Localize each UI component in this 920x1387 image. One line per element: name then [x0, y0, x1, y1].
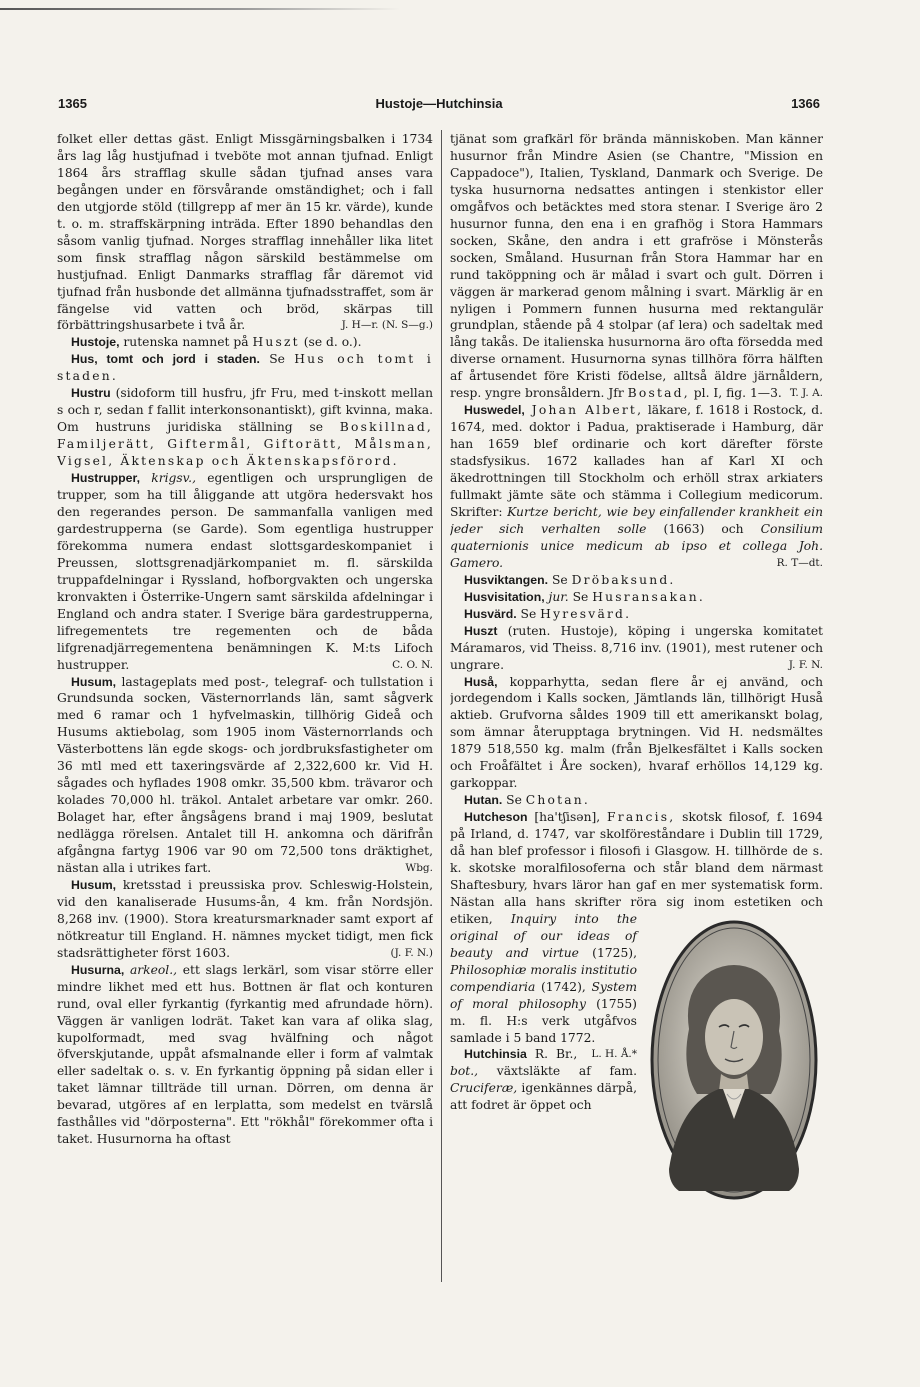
signature: J. H—r. (N. S—g.) — [341, 319, 433, 332]
cross-reference: Chotan. — [525, 793, 591, 808]
entry-husviktangen: Husviktangen. Se Dröbaksund. — [464, 572, 676, 587]
entry-hustjufnad-continued: folket eller dettas gäst. Enligt Missgärningsbalken i 1734 års lag låg hustjufnad i tveböte mot annan tjufnad. Enligt 1864 års strafflag skulle sådan tjufnad anses vara begången under en försvårande omständighet; och i fall den utgjorde stöld (tillgrepp af mer än 15 kr. värde), kunde t. o. m. straffskärpning inträda. Efter 1890 behandlas den såsom vanlig tjufnad. Norges strafflag innehåller lika litet som finsk strafflag någon särskild bestämmelse om hustjufnad. Enligt Danmarks strafflag får däremot vid tjufnad från husbonde det allmänna tjufnadsstraffet, som är fängelse vid vatten och bröd, skärpas till förbättringshusarbete i två år. J. H—r. (N. S—g.) — [57, 132, 433, 333]
headword: Huså, — [464, 674, 498, 689]
entry-hutcheson: Hutcheson [ha'tʃisən], Francis, skotsk filosof, f. 1694 på Irland, d. 1747, var skolföreståndare i Dublin till 1729, då han blef professor i filosofi i Glasgow. H. tillhörde de s. k. skotske moralfilosoferna och står bland dem närmast Shaftesbury, hvars läror han gaf en mer systematisk form. Nästan alla hans skrifter röra sig inom estetiken och etiken, Inquiry into the original of our ideas of beauty and virtue (1725), Philosophiæ moralis institutio compendiaria (1742), System of moral philosophy (1755) m. fl. H:s verk utgåfvos samlade i 5 band 1772. L. H. Å.* — [450, 809, 823, 1046]
portrait-hutcheson — [645, 915, 823, 1205]
signature: T. J. A. — [789, 387, 823, 400]
page-title: Hustoje—Hutchinsia — [375, 96, 503, 111]
signature: (J. F. N.) — [390, 946, 433, 959]
entry-husvard: Husvärd. Se Hyresvärd. — [464, 606, 632, 621]
entry-husa: Huså, kopparhytta, sedan flere år ej använd, och jordegendom i Kalls socken, Jämtlands län, tillhörigt Huså aktieb. Grufvorna såldes 1909 till ett amerikanskt bolag, som ämnar återupptaga brytningen. Vid H. nedsmältes 1879 518,550 kg. malm (från Bjelkesfältet i Kalls socken och Froåfältet i Åre socken), hvaraf erhöllos 14,129 kg. garkoppar. — [450, 674, 823, 791]
headword: Hutcheson — [464, 810, 528, 825]
headword: Hustoje, — [71, 335, 120, 350]
page-number-right: 1366 — [791, 96, 820, 111]
portrait-engraving — [649, 919, 819, 1201]
cross-reference: Boskillnad, Familjerätt, Giftermål, Giftorätt, Målsman, Vigsel, Äktenskap och Äktenskapsförord. — [57, 420, 433, 469]
signature: J. F. N. — [788, 658, 823, 671]
entry-husum-sweden: Husum, lastageplats med post-, telegraf- och tullstation i Grundsunda socken, Västernorrlands län, samt sågverk med 6 ramar och 1 hyfvelmaskin, tillhörig Gideå och Husums aktiebolag, som 1905 inom Västernorrlands och Västerbottens län egde skogs- och jordbruksfastigheter om 36 mtl med ett taxeringsvärde af 2,322,600 kr. Vid H. sågades och hyflades 1908 omkr. 35,500 kbm. trävaror och kolades 70,000 hl. träkol. Antalet arbetare var omkr. 260. Bolaget har, efter ångsågens brand i maj 1909, beslutat nedlägga rörelsen. Antalet till H. ankomna och därifrån afgångna fartyg 1906 var 90 om 72,500 tons dräktighet, nästan alla i utrikes fart. Wbg. — [57, 674, 433, 875]
headword: Huswedel, — [464, 403, 525, 418]
headword: Husum, — [71, 877, 117, 892]
signature: L. H. Å.* — [591, 1048, 637, 1061]
signature: C. O. N. — [392, 658, 433, 671]
cross-reference: Huszt — [252, 335, 300, 350]
entry-husum-prussia: Husum, kretsstad i preussiska prov. Schleswig-Holstein, vid den kanaliserade Husums-ån, 4 km. från Nordsjön. 8,268 inv. (1900). Stora kreatursmarknader samt export af nötkreatur till England. H. nämnes mycket tidigt, men fick stadsrättigheter först 1603. (J. F. N.) — [57, 877, 433, 960]
entry-husurna-continued: tjänat som grafkärl för brända människoben. Man känner husurnor från Mindre Asien (se Chantre, "Mission en Cappadoce"), Italien, Tyskland, Danmark och Sverige. De tyska husurnorna nedsattes antingen i stenkistor eller omgåfvos och betäcktes med stora stenar. I Sverige äro 2 husurnor funna, den ena i en grafhög i Stora Hammars socken, Skåne, den andra i ett grafröse i Mönsterås socken, Småland. Husurnan från Stora Hammar har en rund taköppning och är målad i svart och gult. Dörren i väggen är markerad genom målning i svart. Märklig är en nyligen i Pommern funnen husurna med rektangulär grundplan, stående på 4 stolpar (af lera) och sadeltak med lång takås. De italienska husurnorna äro ofta försedda med diverse ornament. Husurnorna synas tillhöra förra hälften af årtusendet före Kristi födelse, alltså äldre järnåldern, resp. yngre bronsåldern. Jfr Bostad, pl. I, fig. 1—3. T. J. A. — [450, 132, 823, 401]
entry-hutan: Hutan. Se Chotan. — [464, 793, 591, 808]
headword: Husviktangen. — [464, 572, 549, 587]
cross-reference: Bostad, — [627, 386, 690, 401]
cross-reference: Dröbaksund. — [571, 572, 676, 587]
entry-huswedel: Huswedel, Johan Albert, läkare, f. 1618 i Rostock, d. 1674, med. doktor i Padua, praktiserade i Hamburg, där han 1659 blef ordinarie och kort därefter förste stadsfysikus. 1672 kallades han af Karl XI och äkedrottningen till Stockholm och erhöll strax arkiaters fullmakt jämte säte och stämma i Collegium medicorum. Skrifter: Kurtze bericht, wie bey einfallender krankheit ein jeder sich verhalten solle (1663) och Consilium quaternionis unice medicum ab ipso et collega Joh. Gamero. R. T—dt. — [450, 403, 823, 570]
entry-hus-tomt: Hus, tomt och jord i staden. Se Hus och tomt i staden. — [57, 352, 433, 384]
cross-reference: Husransakan. — [592, 589, 705, 604]
signature: Wbg. — [405, 861, 433, 874]
column-divider — [441, 130, 442, 1282]
cross-reference: Hyresvärd. — [540, 606, 632, 621]
top-scan-line — [0, 8, 400, 10]
left-column — [57, 131, 433, 1281]
headword: Husvisitation, — [464, 589, 545, 604]
entry-hustru: Hustru (sidoform till husfru, jfr Fru, med t-inskott mellan s och r, sedan f fallit interkonsonantiskt), gift kvinna, maka. Om hustruns juridiska ställning se Boskillnad, Familjerätt, Giftermål, Giftorätt, Målsman, Vigsel, Äktenskap och Äktenskapsförord. — [57, 386, 433, 469]
cross-reference: Hus och tomt i staden. — [57, 352, 433, 384]
entry-husvisitation: Husvisitation, jur. Se Husransakan. — [464, 589, 705, 604]
entry-hutchinsia: Hutchinsia R. Br., bot., växtsläkte af fam. Cruciferæ, igenkännes därpå, att fodret är öppet och — [450, 1047, 637, 1113]
headword: Hutan. — [464, 793, 503, 808]
headword: Hutchinsia — [464, 1047, 527, 1062]
headword: Hustru — [71, 386, 111, 401]
entry-hustoje: Hustoje, rutenska namnet på Huszt (se d. o.). — [71, 335, 362, 350]
right-column — [450, 131, 823, 1281]
entry-husurna: Husurna, arkeol., ett slags lerkärl, som visar större eller mindre likhet med ett hus. Bottnen är flat och konturen rund, oval eller fyrkantig (fyrkantig med afrundade hörn). Väggen är vanligen lodrät. Taket kan vara af olika slag, kupolformadt, med svag hvälfning och något öfverskjutande, uppåt afsmalnande eller i form af valmtak eller sadeltak o. s. v. En fyrkantig öppning på sidan eller i taket lämnar tillträde till urnan. Dörren, om denna är bevarad, utgöres af en lerplatta, som medelst en tvärslå fasthålles vid "dörposterna". Ett "rökhål" förekommer ofta i taket. Husurnorna ha oftast — [57, 962, 433, 1147]
entry-hustrupper: Hustrupper, krigsv., egentligen och ursprungligen de trupper, som ha till åliggande att utgöra hedersvakt hos den regerandes person. De sammanfalla vanligen med gardestrupperna (se Garde). Som egentliga hustrupper förekomma numera endast slottsgardeskompaniet i Preussen, slottsgrenadjärkompaniet m. fl. särskilda truppafdelningar i Ryssland, hofborgvakten och ungerska kronvakten i Österrike-Ungern samt särskilda afdelningar i England och andra stater. I Sverige bära gardestrupperna, lifregementets tre regementen och de båda lifgrenadjärregementena benämningen K. M:ts Lifoch hustrupper. C. O. N. — [57, 471, 433, 672]
headword: Hus, tomt och jord i staden. — [71, 352, 260, 367]
page-header — [58, 96, 820, 118]
entry-huszt: Huszt (ruten. Hustoje), köping i ungerska komitatet Máramaros, vid Theiss. 8,716 inv. (1901), mest rutener och ungrare. J. F. N. — [450, 623, 823, 672]
headword: Husum, — [71, 674, 117, 689]
headword: Hustrupper, — [71, 471, 141, 486]
headword: Huszt — [464, 623, 498, 638]
headword: Husvärd. — [464, 606, 517, 621]
headword: Husurna, — [71, 962, 125, 977]
signature: R. T—dt. — [776, 556, 823, 569]
page-number-left: 1365 — [58, 96, 87, 111]
